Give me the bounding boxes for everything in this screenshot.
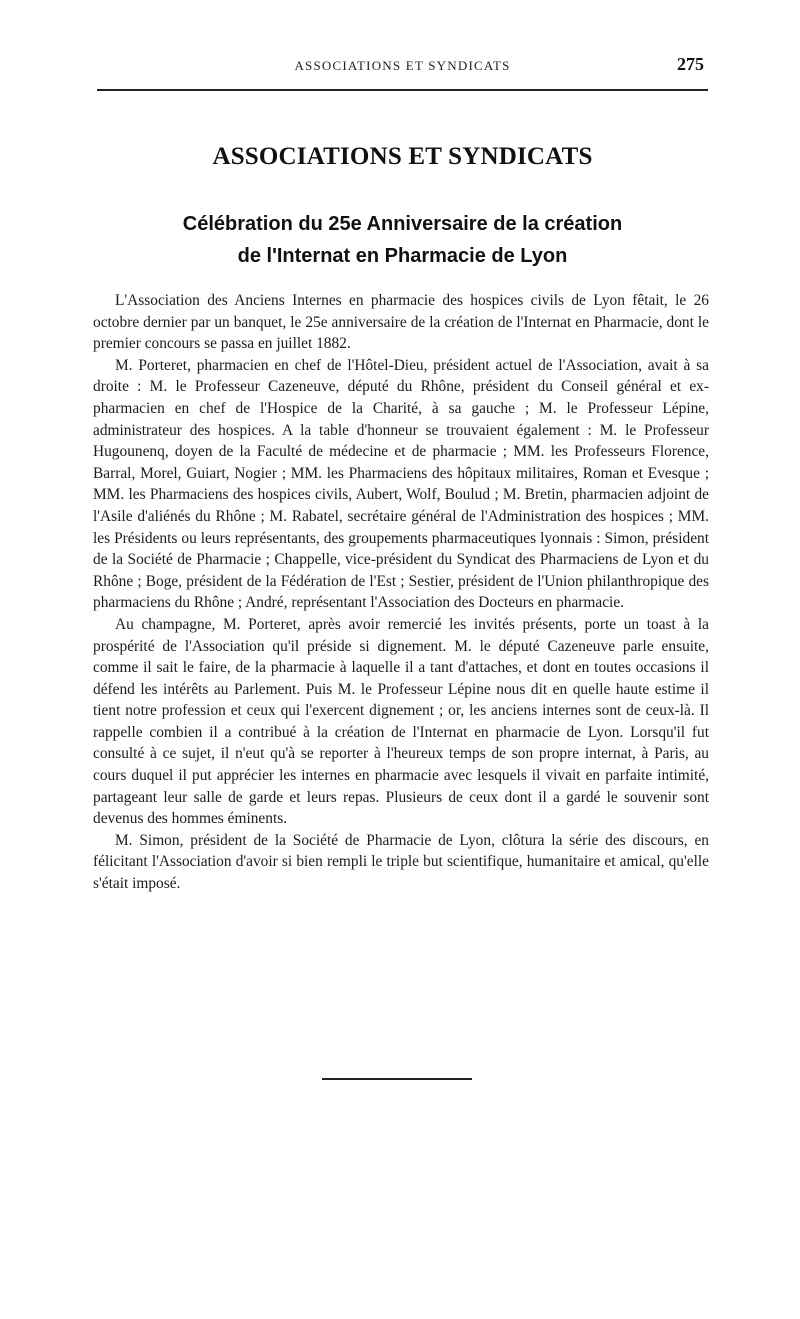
running-head [97,54,708,78]
running-head-title: ASSOCIATIONS ET SYNDICATS [294,58,511,73]
article-body [93,290,709,895]
subtitle-line-1: Célébration du 25e Anniversaire de la création [182,213,623,235]
end-rule [322,1078,472,1080]
subtitle-line-2: de l'Internat en Pharmacie de Lyon [237,245,568,267]
paragraph-3: Au champagne, M. Porteret, après avoir remercié les invités présents, porte un toast à la prospérité de l'Association qu'il préside si dignement. M. le député Cazeneuve parle ensuite, comme il sait le faire, de la pharmacie à laquelle il a tant d'attaches, et dont en toutes occasions il défend les intérêts au Parlement. Puis M. le Professeur Lépine nous dit en quelle haute estime il tient notre profession et ceux qui l'exercent dignement ; or, les anciens internes sont de ceux-là. Il rappelle combien il a contribué à la création de l'Internat en pharmacie de Lyon. Lorsqu'il fut consulté à ce sujet, il n'eut qu'à se reporter à l'heureux temps de son propre internat, à Paris, au cours duquel il put apprécier les internes en pharmacie avec lesquels il vivait en parfaite intimité, partageant leur salle de garde et leurs repas. Plusieurs de ceux dont il a gardé le souvenir sont devenus des hommes éminents. [93,615,709,828]
header-rule [97,89,708,91]
article-subtitle [97,208,708,272]
paragraph-1: L'Association des Anciens Internes en pharmacie des hospices civils de Lyon fêtait, le 26 octobre dernier par un banquet, le 25e anniversaire de la création de l'Internat en Pharmacie, dont le premier concours se passa en juillet 1882. [93,292,709,353]
paragraph-4: M. Simon, président de la Société de Pharmacie de Lyon, clôtura la série des discours, en félicitant l'Association d'avoir si bien rempli le triple but scientifique, humanitaire et amical, qu'elle s'était imposé. [93,831,709,893]
paragraph-2: M. Porteret, pharmacien en chef de l'Hôtel-Dieu, président actuel de l'Association, avait à sa droite : M. le Professeur Cazeneuve, député du Rhône, président du Conseil général et ex-pharmacien en chef de l'Hospice de la Charité, à sa gauche ; M. le Professeur Lépine, administrateur des hospices. A la table d'honneur se trouvaient également : M. le Professeur Hugounenq, doyen de la Faculté de médecine et de pharmacie ; MM. les Professeurs Florence, Barral, Morel, Guiart, Nogier ; MM. les Pharmaciens des hôpitaux militaires, Roman et Evesque ; MM. les Pharmaciens des hospices civils, Aubert, Wolf, Boulud ; M. Bretin, pharmacien adjoint de l'Asile d'aliénés du Rhône ; M. Rabatel, secrétaire général de l'Administration des hospices ; MM. les Présidents ou leurs représentants, des groupements pharmaceutiques lyonnais : Simon, président de la Société de Pharmacie ; Chappelle, vice-président du Syndicat des Pharmaciens de Lyon et du Rhône ; Boge, président de la Fédération de l'Est ; Sestier, président de l'Union philanthropique des pharmaciens du Rhône ; André, représentant l'Association des Docteurs en pharmacie. [93,356,709,612]
article-title: ASSOCIATIONS ET SYNDICATS [212,143,593,170]
page-number: 275 [677,54,704,74]
